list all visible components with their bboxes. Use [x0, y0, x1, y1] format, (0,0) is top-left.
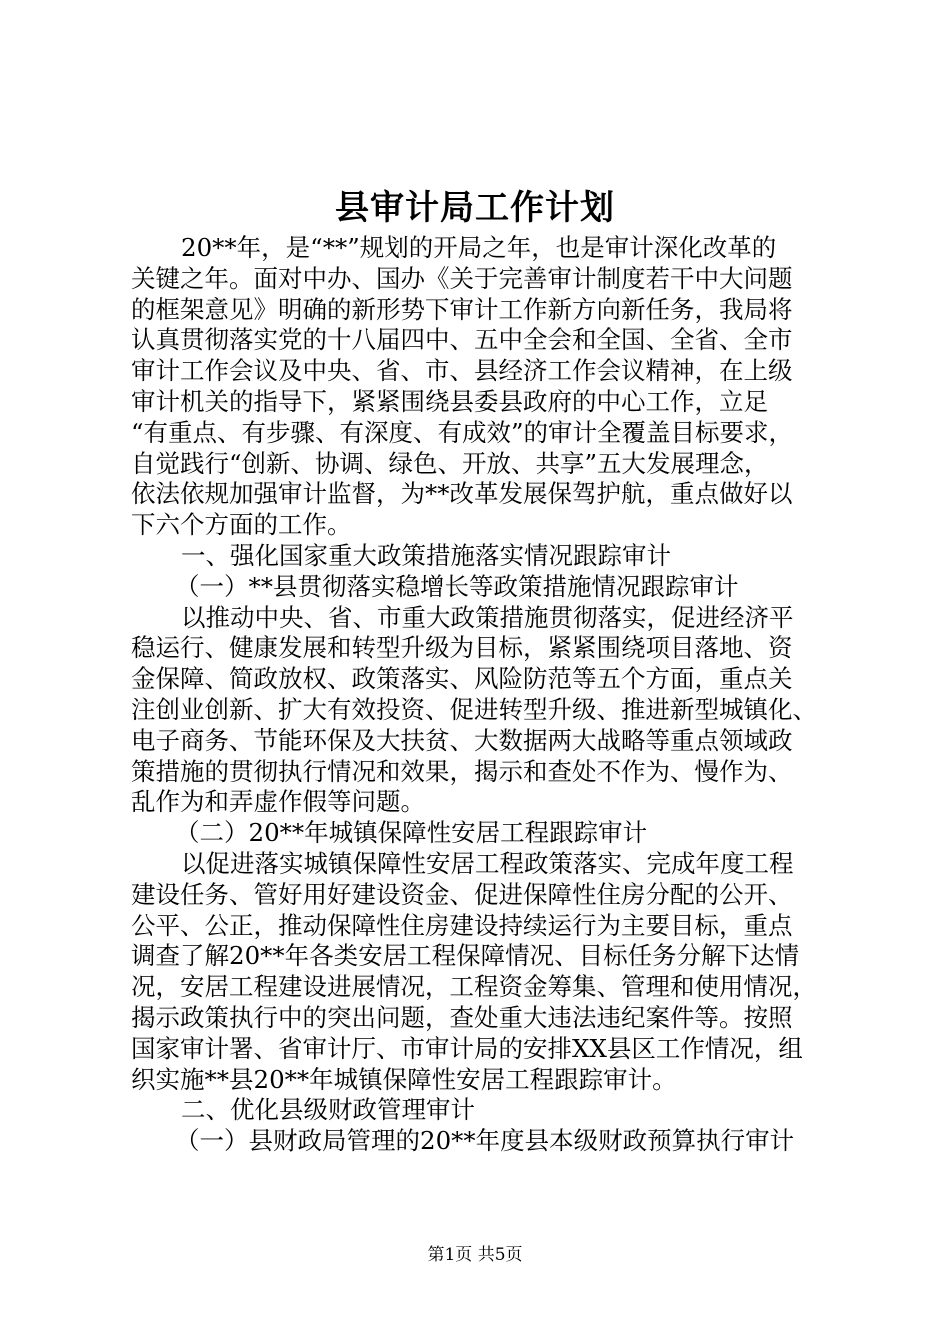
text-line: 的框架意见》明确的新形势下审计工作新方向新任务，我局将: [131, 294, 793, 324]
text-line: 审计工作会议及中央、省、市、县经济工作会议精神，在上级: [131, 356, 793, 386]
heading-line: （二）20**年城镇保障性安居工程跟踪审计: [175, 818, 648, 848]
text-line: 调查了解20**年各类安居工程保障情况、目标任务分解下达情: [131, 941, 800, 971]
text-line: 金保障、简政放权、政策落实、风险防范等五个方面，重点关: [131, 664, 793, 694]
heading-line: 二、优化县级财政管理审计: [181, 1095, 475, 1125]
heading-line: （一）**县贯彻落实稳增长等政策措施情况跟踪审计: [175, 571, 739, 601]
text-line: 下六个方面的工作。: [131, 510, 352, 540]
text-line: 织实施**县20**年城镇保障性安居工程跟踪审计。: [131, 1064, 677, 1094]
text-line: 20**年，是“**”规划的开局之年，也是审计深化改革的: [181, 233, 777, 262]
text-line: 审计机关的指导下，紧紧围绕县委县政府的中心工作，立足: [131, 386, 768, 416]
heading-line: 一、强化国家重大政策措施落实情况跟踪审计: [181, 540, 671, 570]
heading-line: （一）县财政局管理的20**年度县本级财政预算执行审计: [175, 1126, 795, 1156]
text-line: 电子商务、节能环保及大扶贫、大数据两大战略等重点领域政: [131, 725, 793, 755]
text-line: 公平、公正，推动保障性住房建设持续运行为主要目标，重点: [131, 910, 793, 940]
document-body: [131, 233, 847, 1157]
subsection-heading: [131, 572, 847, 603]
text-line: 依法依规加强审计监督，为**改革发展保驾护航，重点做好以: [131, 479, 793, 509]
document-title: 县审计局工作计划: [335, 188, 615, 228]
subsection-heading: [131, 818, 847, 849]
text-line: 以促进落实城镇保障性安居工程政策落实、完成年度工程: [181, 848, 794, 878]
body-paragraph: [131, 603, 847, 819]
body-paragraph: [131, 849, 847, 1095]
text-line: 国家审计署、省审计厅、市审计局的安排XX县区工作情况，组: [131, 1033, 803, 1063]
intro-paragraph: [131, 233, 847, 541]
text-line: 况，安居工程建设进展情况，工程资金筹集、管理和使用情况，: [131, 972, 817, 1002]
text-line: 认真贯彻落实党的十八届四中、五中全会和全国、全省、全市: [131, 325, 793, 355]
text-line: 揭示政策执行中的突出问题，查处重大违法违纪案件等。按照: [131, 1002, 793, 1032]
page-footer: 第1页 共5页: [427, 1245, 523, 1265]
text-line: 稳运行、健康发展和转型升级为目标，紧紧围绕项目落地、资: [131, 633, 793, 663]
section-heading: [131, 1095, 847, 1126]
section-heading: [131, 541, 847, 572]
text-line: 建设任务、管好用好建设资金、促进保障性住房分配的公开、: [131, 879, 793, 909]
text-line: 策措施的贯彻执行情况和效果，揭示和查处不作为、慢作为、: [131, 756, 793, 786]
text-line: 自觉践行“创新、协调、绿色、开放、共享”五大发展理念，: [131, 448, 769, 478]
text-line: “有重点、有步骤、有深度、有成效”的审计全覆盖目标要求，: [131, 417, 794, 447]
text-line: 注创业创新、扩大有效投资、促进转型升级、推进新型城镇化、: [131, 694, 817, 724]
text-line: 关键之年。面对中办、国办《关于完善审计制度若干中大问题: [131, 263, 793, 293]
text-line: 以推动中央、省、市重大政策措施贯彻落实，促进经济平: [181, 602, 794, 632]
text-line: 乱作为和弄虚作假等问题。: [131, 787, 425, 817]
subsection-heading: [131, 1126, 847, 1157]
